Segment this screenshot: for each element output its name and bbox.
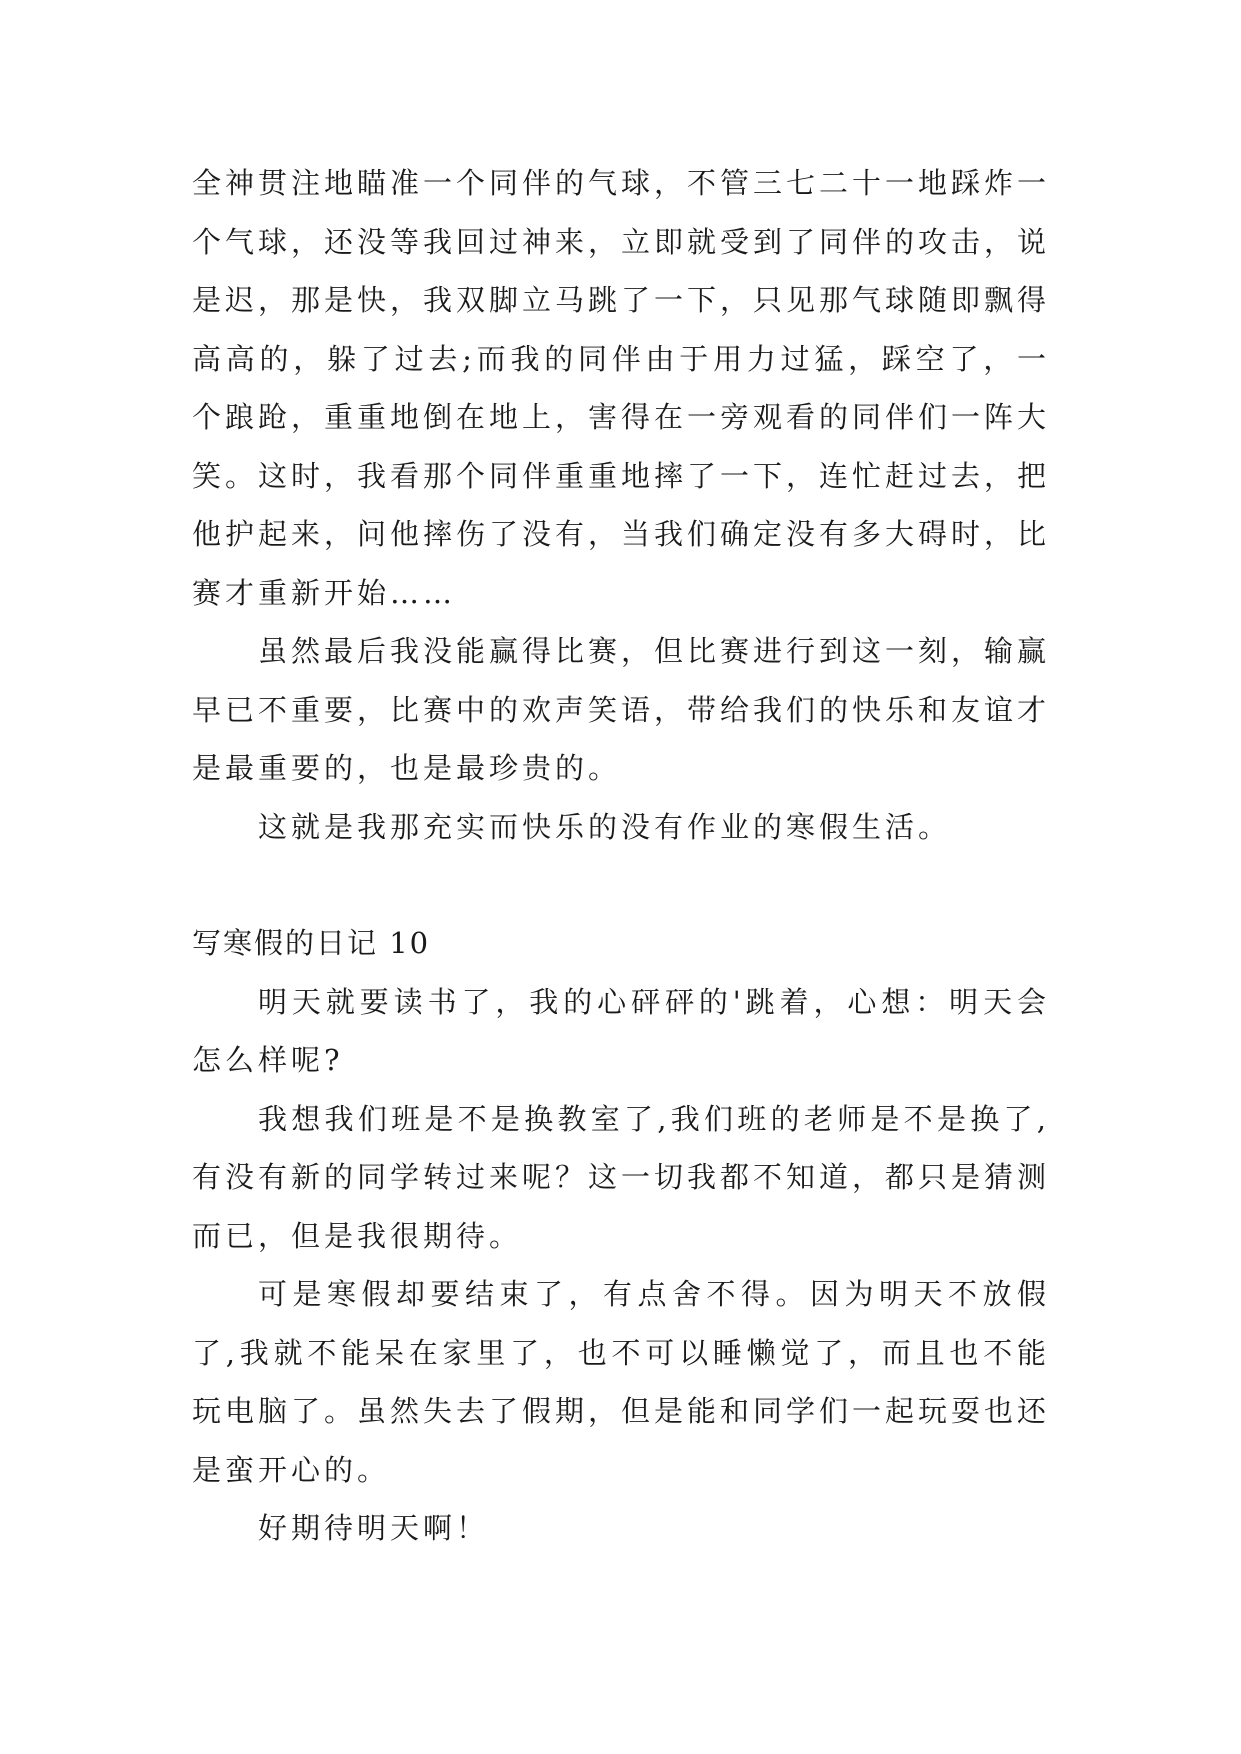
paragraph-7: 好期待明天啊！ [258,1511,490,1545]
document-body [192,154,1050,1558]
paragraph-6: 可是寒假却要结束了，有点舍不得。因为明天不放假了,我就不能呆在家里了，也不可以睡懒觉了，而且也不能玩电脑了。虽然失去了假期，但是能和同学们一起玩耍也还是蛮开心的。 [192,1277,1051,1487]
paragraph-1: 全神贯注地瞄准一个同伴的气球，不管三七二十一地踩炸一个气球，还没等我回过神来，立即就受到了同伴的攻击，说是迟，那是快，我双脚立马跳了一下，只见那气球随即飘得高高的，躲了过去;而我的同伴由于用力过猛，踩空了，一个踉跄，重重地倒在地上，害得在一旁观看的同伴们一阵大笑。这时，我看那个同伴重重地摔了一下，连忙赶过去，把他护起来，问他摔伤了没有，当我们确定没有多大碍时，比赛才重新开始…… [192,166,1051,610]
paragraph-4: 明天就要读书了，我的心砰砰的'跳着，心想：明天会怎么样呢? [192,984,1050,1077]
paragraph-3: 这就是我那充实而快乐的没有作业的寒假生活。 [258,809,952,844]
section-title: 写寒假的日记 10 [192,926,431,960]
paragraph-5: 我想我们班是不是换教室了,我们班的老师是不是换了,有没有新的同学转过来呢？这一切我都不知道，都只是猜测而已，但是我很期待。 [192,1101,1051,1253]
paragraph-2: 虽然最后我没能赢得比赛，但比赛进行到这一刻，输赢早已不重要，比赛中的欢声笑语，带给我们的快乐和友谊才是最重要的，也是最珍贵的。 [192,634,1051,785]
